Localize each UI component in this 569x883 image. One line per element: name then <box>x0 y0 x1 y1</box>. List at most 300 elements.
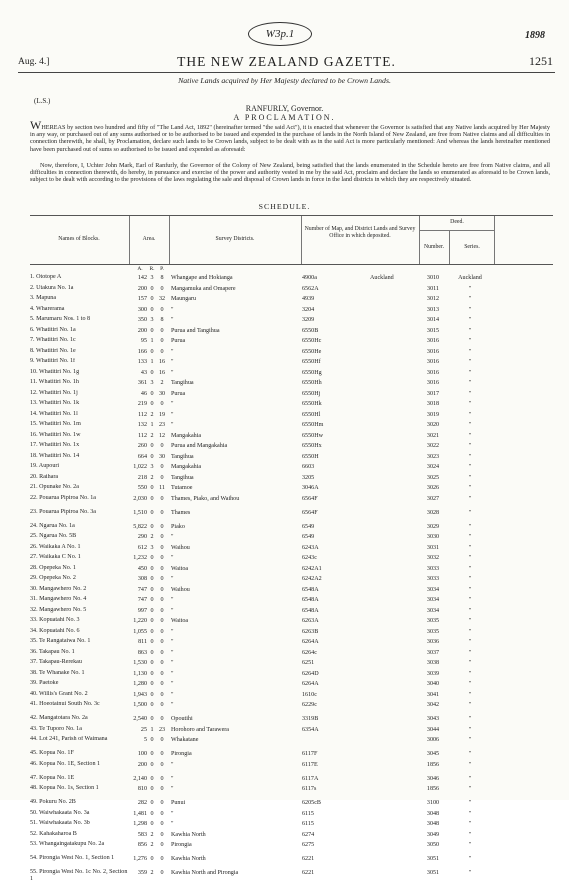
area-roods: 3 <box>150 544 154 551</box>
deed-series: " <box>468 474 472 481</box>
block-name: 4. Wharerama <box>30 305 65 312</box>
col-header-area: Area. <box>142 236 156 242</box>
deed-series: " <box>468 761 472 768</box>
map-number: 6550Hj <box>302 390 321 397</box>
table-row <box>30 810 553 821</box>
area-acres: 25 <box>140 726 147 733</box>
col-header-number: Number. <box>423 244 445 250</box>
block-name: 48. Kopua No. 1s, Section 1 <box>30 785 99 791</box>
table-row <box>30 691 553 702</box>
map-number: 6264A <box>302 681 319 687</box>
deed-series: " <box>468 509 472 516</box>
deed-number: 3030 <box>426 534 440 540</box>
area-perches: 0 <box>160 691 164 698</box>
area-perches: 0 <box>160 618 164 624</box>
area-perches: 0 <box>160 800 164 806</box>
table-row <box>30 390 553 401</box>
deed-number: 3011 <box>427 285 439 292</box>
deed-series: " <box>468 775 472 782</box>
block-name: 18. Whatitiri No. 14 <box>30 452 80 459</box>
deed-series: " <box>468 842 472 848</box>
table-row <box>30 831 553 842</box>
survey-district: Pirongia <box>171 842 192 848</box>
table-row <box>30 785 553 799</box>
map-number: 6115 <box>302 810 314 817</box>
map-number: 6242A1 <box>302 565 322 572</box>
area-roods: 0 <box>150 285 154 292</box>
table-row <box>30 421 553 432</box>
declaration-paragraph: Now, therefore, I, Uchter John Mark, Earl of Ranfurly, the Governor of the Colony of New Zealand, being satisfied that the lands enumerated in the Schedule hereto are free from Native claims, and all difficulties in connection therewith, do hereby, in pursuance and exercise of the power and authority vested in me by the said Act, proclaim and declare the lands so enumerated as aforesaid to be Crown lands, subject to be dealt with according to the provisions of the laws regulating the sale and disposal of Crown lands in force in the land districts in which they are respectively situated. <box>30 162 550 184</box>
table-row <box>30 379 553 390</box>
deed-number: 3017 <box>426 390 440 397</box>
area-roods: 0 <box>150 810 154 817</box>
table-row <box>30 474 553 485</box>
table-row <box>30 523 553 534</box>
map-number: 6221 <box>302 856 315 862</box>
map-number: 6550Hc <box>302 338 322 344</box>
deed-series: " <box>468 831 472 838</box>
area-roods: 0 <box>150 716 154 722</box>
map-number: 6564F <box>302 509 318 516</box>
deed-number: 3051 <box>426 856 440 862</box>
block-name: 49. Pokuru No. 2B <box>30 799 76 805</box>
deed-number: 3015 <box>426 327 440 334</box>
deed-number: 3024 <box>426 464 440 470</box>
map-number: 6550Hw <box>302 432 323 439</box>
area-perches: 23 <box>158 726 166 733</box>
col-header-name: Names of Blocks. <box>58 236 100 242</box>
block-name: 36. Takapau No. 1 <box>30 648 75 655</box>
survey-district: Horohoro and Tarawera <box>171 726 230 733</box>
area-acres: 1,500 <box>133 702 147 708</box>
survey-district: Kawhia North <box>171 831 206 838</box>
table-row <box>30 586 553 597</box>
area-perches: 0 <box>160 702 164 708</box>
survey-district: " <box>171 555 174 561</box>
survey-district: Mangakahia <box>171 464 202 470</box>
area-acres: 612 <box>137 544 147 551</box>
block-name: 1. Ototope A <box>30 274 62 280</box>
deed-series: " <box>468 411 472 418</box>
block-name: 15. Whatitiri No. 1m <box>30 421 81 427</box>
area-acres: 550 <box>137 485 147 491</box>
area-roods: 0 <box>150 453 154 460</box>
area-roods: 0 <box>150 523 154 530</box>
table-row <box>30 638 553 649</box>
deed-number: 3048 <box>426 810 440 817</box>
deed-number: 3029 <box>426 523 440 530</box>
map-number: 6264A <box>302 639 319 645</box>
area-acres: 1,510 <box>133 509 147 516</box>
block-name: 7. Whatitiri No. 1c <box>30 337 76 343</box>
map-number: 6549 <box>302 523 315 530</box>
area-roods: 0 <box>150 306 154 313</box>
area-perches: 0 <box>160 761 164 768</box>
deed-series: " <box>468 369 472 376</box>
area-perches: 0 <box>160 327 164 334</box>
table-body <box>30 274 553 883</box>
survey-district: " <box>171 775 174 782</box>
area-perches: 0 <box>160 628 164 635</box>
block-name: 10. Whatitiri No. 1g <box>30 368 80 375</box>
block-name: 34. Kopuatahi No. 6 <box>30 627 80 634</box>
table-row <box>30 565 553 576</box>
area-acres: 1,055 <box>133 628 147 635</box>
area-roods: 3 <box>150 317 154 323</box>
area-acres: 350 <box>137 317 147 323</box>
deed-number: 3043 <box>426 716 440 722</box>
map-number: 6264c <box>302 649 317 656</box>
block-name: 27. Waikaka C No. 1 <box>30 554 81 560</box>
area-perches: 0 <box>160 810 164 817</box>
survey-district: " <box>171 422 174 428</box>
area-perches: 19 <box>158 411 166 418</box>
deed-number: 1856 <box>426 786 440 792</box>
deed-number: 3037 <box>426 649 440 656</box>
area-perches: 0 <box>160 775 164 782</box>
survey-district: " <box>171 348 174 355</box>
map-number: 6354A <box>302 726 319 733</box>
survey-office: Auckland <box>370 275 394 281</box>
survey-district: Whakatane <box>171 737 199 743</box>
area-roods: 0 <box>150 348 154 355</box>
table-row <box>30 855 553 869</box>
area-roods: 1 <box>150 726 154 733</box>
map-number: 1610c <box>302 691 317 698</box>
deed-series: " <box>468 726 472 733</box>
map-number: 6117E <box>302 761 318 768</box>
map-number: 6550Hf <box>302 359 321 365</box>
header-title: THE NEW ZEALAND GAZETTE. <box>177 54 396 69</box>
unit-roods: R. <box>149 266 155 272</box>
block-name: 55. Pirongia West No. 1c No. 2, Section 1 <box>30 869 128 882</box>
map-number: 3204 <box>302 306 315 313</box>
area-perches: 2 <box>160 380 164 386</box>
schedule-table <box>30 215 553 883</box>
deed-series: " <box>468 800 472 806</box>
area-perches: 8 <box>160 275 164 281</box>
map-number: 6548A <box>302 597 319 603</box>
area-perches: 0 <box>160 870 164 876</box>
block-name: 22. Pouarua Pipiroa No. 1a <box>30 494 97 501</box>
area-perches: 16 <box>158 369 166 376</box>
governor-signature: RANFURLY, Governor. <box>245 104 324 113</box>
map-number: 6550H <box>302 453 319 460</box>
map-number: 6550Hl <box>302 411 321 418</box>
area-acres: 166 <box>137 348 147 355</box>
table-row <box>30 628 553 639</box>
area-perches: 0 <box>160 786 164 792</box>
deed-number: 3033 <box>426 565 440 572</box>
deed-number: 1856 <box>426 761 440 768</box>
block-name: 35. Te Rangataiwa No. 1 <box>30 638 91 644</box>
deed-number: 3033 <box>426 576 440 582</box>
area-roods: 0 <box>150 509 154 516</box>
map-number: 3319B <box>302 716 319 722</box>
area-perches: 0 <box>160 576 164 582</box>
table-row <box>30 316 553 327</box>
area-roods: 0 <box>150 751 154 757</box>
col-header-districts: Survey Districts. <box>215 236 255 242</box>
survey-district: " <box>171 649 174 656</box>
deed-series: " <box>468 565 472 572</box>
survey-district: Punui <box>171 800 186 806</box>
block-name: 30. Mangawhero No. 2 <box>30 585 87 592</box>
area-roods: 0 <box>150 681 154 687</box>
area-acres: 359 <box>137 870 147 876</box>
deed-series: " <box>468 401 472 407</box>
block-name: 37. Takapau-Rerekau <box>30 659 82 665</box>
area-acres: 2,540 <box>133 716 147 722</box>
area-acres: 200 <box>137 327 147 334</box>
block-name: 13. Whatitiri No. 1k <box>30 400 80 406</box>
deed-number: 3013 <box>426 306 440 313</box>
survey-district: " <box>171 786 174 792</box>
map-number: 6242A2 <box>302 576 322 582</box>
map-number: 3205 <box>302 474 315 481</box>
survey-district: Waitoa <box>171 565 189 572</box>
map-number: 6564F <box>302 495 318 502</box>
area-roods: 0 <box>150 607 154 614</box>
area-acres: 811 <box>138 639 147 645</box>
area-perches: 0 <box>160 509 164 516</box>
block-name: 51. Waiwhakaata No. 3b <box>30 820 90 826</box>
block-name: 9. Whatitiri No. 1f <box>30 358 76 364</box>
map-number: 6243A <box>302 544 319 551</box>
area-perches: 0 <box>160 737 164 743</box>
block-name: 39. Paetoke <box>30 680 59 686</box>
area-acres: 112 <box>138 432 147 439</box>
deed-series: " <box>468 432 472 439</box>
deed-series: " <box>468 390 472 397</box>
area-roods: 0 <box>150 597 154 603</box>
table-row <box>30 869 553 883</box>
area-roods: 3 <box>150 464 154 470</box>
deed-series: " <box>468 380 472 386</box>
deed-number: 3025 <box>426 474 440 481</box>
handwritten-year: 1898 <box>525 30 545 41</box>
area-perches: 0 <box>160 670 164 677</box>
map-number: 6550He <box>302 348 322 355</box>
block-name: 14. Whatitiri No. 1l <box>30 410 78 417</box>
deed-series: " <box>468 628 472 635</box>
block-name: 43. Te Tuporo No. 1a <box>30 725 82 732</box>
map-number: 6549 <box>302 534 315 540</box>
deed-series: " <box>468 534 472 540</box>
area-perches: 11 <box>159 485 165 491</box>
area-roods: 0 <box>150 821 154 827</box>
deed-number: 3038 <box>426 660 440 666</box>
survey-district: " <box>171 761 174 768</box>
area-acres: 300 <box>137 306 147 313</box>
survey-district: Whangape and Hokianga <box>171 275 233 281</box>
table-row <box>30 442 553 453</box>
survey-district: Mangakahia <box>171 432 202 439</box>
block-name: 29. Opepeka No. 2 <box>30 575 76 581</box>
area-roods: 2 <box>150 474 154 481</box>
proclamation-heading: A PROCLAMATION. <box>233 113 336 122</box>
area-acres: 2,030 <box>133 495 147 502</box>
section-subtitle: Native Lands acquired by Her Majesty declared to be Crown Lands. <box>178 76 391 85</box>
area-acres: 157 <box>137 296 147 302</box>
table-row <box>30 596 553 607</box>
survey-district: Waihou <box>171 544 190 551</box>
col-header-map: Number of Map, and District Lands and Survey Office in which deposited. <box>304 226 416 239</box>
deed-number: 3034 <box>426 597 440 603</box>
map-number: 6548A <box>302 586 319 593</box>
area-perches: 12 <box>158 432 166 439</box>
area-perches: 0 <box>160 474 164 481</box>
map-number: 6550Hk <box>302 401 322 407</box>
area-acres: 200 <box>137 285 147 292</box>
deed-number: 3035 <box>426 618 440 624</box>
area-acres: 1,130 <box>133 670 147 677</box>
deed-series: " <box>468 702 472 708</box>
deed-number: 3100 <box>426 800 440 806</box>
block-name: 31. Mangawhero No. 4 <box>30 596 87 602</box>
area-perches: 0 <box>160 401 164 407</box>
deed-series: " <box>468 359 472 365</box>
block-name: 19. Aupouri <box>30 463 60 469</box>
deed-series: " <box>468 453 472 460</box>
area-roods: 2 <box>150 432 154 439</box>
block-name: 17. Whatitiri No. 1x <box>30 442 80 448</box>
deed-number: 3016 <box>426 359 440 365</box>
area-roods: 0 <box>150 649 154 656</box>
area-roods: 0 <box>150 576 154 582</box>
area-roods: 0 <box>150 702 154 708</box>
area-roods: 0 <box>150 401 154 407</box>
deed-series: " <box>468 523 472 530</box>
area-roods: 3 <box>150 380 154 386</box>
deed-series: " <box>468 870 472 876</box>
map-number: 6550Hm <box>302 422 324 428</box>
deed-series: " <box>468 649 472 656</box>
area-roods: 2 <box>150 411 154 418</box>
table-row <box>30 575 553 586</box>
block-name: 46. Kopua No. 1E, Section 1 <box>30 760 101 767</box>
table-row <box>30 841 553 855</box>
area-roods: 1 <box>150 422 154 428</box>
area-perches: 30 <box>158 390 166 397</box>
block-name: 12. Whatitiri No. 1j <box>30 389 78 396</box>
block-name: 47. Kopua No. 1E <box>30 774 75 781</box>
table-row <box>30 659 553 670</box>
area-acres: 133 <box>137 359 147 365</box>
survey-district: Tangihua <box>171 474 194 481</box>
area-acres: 1,298 <box>133 821 147 827</box>
area-acres: 664 <box>137 453 147 460</box>
deed-number: 3028 <box>426 509 440 516</box>
survey-district: " <box>171 810 174 817</box>
deed-series: " <box>468 422 472 428</box>
deed-series: " <box>468 317 472 323</box>
area-roods: 0 <box>150 660 154 666</box>
area-perches: 8 <box>160 317 164 323</box>
survey-district: " <box>171 369 174 376</box>
table-row <box>30 484 553 495</box>
area-roods: 1 <box>150 359 154 365</box>
table-row <box>30 337 553 348</box>
area-perches: 0 <box>160 649 164 656</box>
area-acres: 290 <box>137 534 147 540</box>
block-name: 5. Marumaru Nos. 1 to 8 <box>30 316 91 322</box>
area-acres: 112 <box>138 411 147 418</box>
deed-number: 3049 <box>426 831 440 838</box>
deed-number: 3031 <box>426 544 440 551</box>
deed-number: 3026 <box>426 485 440 491</box>
area-roods: 0 <box>150 565 154 572</box>
block-name: 21. Opunake No. 2a <box>30 484 79 490</box>
table-row <box>30 533 553 544</box>
table-row <box>30 358 553 369</box>
survey-district: Waihou <box>171 586 190 593</box>
survey-district: " <box>171 597 174 603</box>
table-row <box>30 306 553 317</box>
deed-series: " <box>468 810 472 817</box>
area-perches: 0 <box>160 464 164 470</box>
table-row <box>30 736 553 750</box>
area-perches: 0 <box>160 338 164 344</box>
survey-district: " <box>171 639 174 645</box>
area-acres: 5,822 <box>133 523 147 530</box>
area-roods: 0 <box>150 555 154 561</box>
block-name: 45. Kopua No. 1F <box>30 750 74 756</box>
survey-district: Tutamoe <box>171 485 193 491</box>
area-roods: 1 <box>150 338 154 344</box>
area-perches: 0 <box>160 716 164 722</box>
deed-number: 3023 <box>426 453 440 460</box>
table-row <box>30 411 553 422</box>
survey-district: " <box>171 628 174 635</box>
block-name: 3. Mapuna <box>30 295 57 301</box>
area-acres: 43 <box>140 369 147 376</box>
block-name: 54. Pirongia West No. 1, Section 1 <box>30 855 115 861</box>
deed-number: 3014 <box>426 317 440 323</box>
table-row <box>30 617 553 628</box>
deed-number: 3035 <box>426 628 440 635</box>
area-acres: 1,022 <box>133 464 147 470</box>
block-name: 8. Whatitiri No. 1e <box>30 347 76 354</box>
deed-series: Auckland <box>458 275 482 281</box>
survey-district: " <box>171 660 174 666</box>
deed-series: " <box>468 618 472 624</box>
map-number: 6275 <box>302 842 315 848</box>
area-perches: 0 <box>160 681 164 687</box>
deed-number: 3046 <box>426 775 440 782</box>
deed-number: 3010 <box>426 275 440 281</box>
deed-number: 3021 <box>426 432 440 439</box>
area-roods: 2 <box>150 870 154 876</box>
table-row <box>30 761 553 775</box>
map-number: 6550Hg <box>302 369 322 376</box>
block-name: 52. Kahakaharoa B <box>30 830 77 837</box>
area-perches: 23 <box>158 422 166 428</box>
area-perches: 0 <box>160 544 164 551</box>
area-acres: 856 <box>137 842 147 848</box>
deed-number: 3019 <box>426 411 440 418</box>
area-perches: 0 <box>160 534 164 540</box>
col-header-deed: Deed. <box>450 219 464 225</box>
block-name: 53. Whangaingatakupu No. 2a <box>30 841 105 847</box>
deed-series: " <box>468 786 472 792</box>
map-number: 6263B <box>302 628 319 635</box>
area-acres: 1,220 <box>133 618 147 624</box>
area-roods: 0 <box>150 369 154 376</box>
table-row <box>30 295 553 306</box>
deed-series: " <box>468 327 472 334</box>
deed-series: " <box>468 443 472 449</box>
